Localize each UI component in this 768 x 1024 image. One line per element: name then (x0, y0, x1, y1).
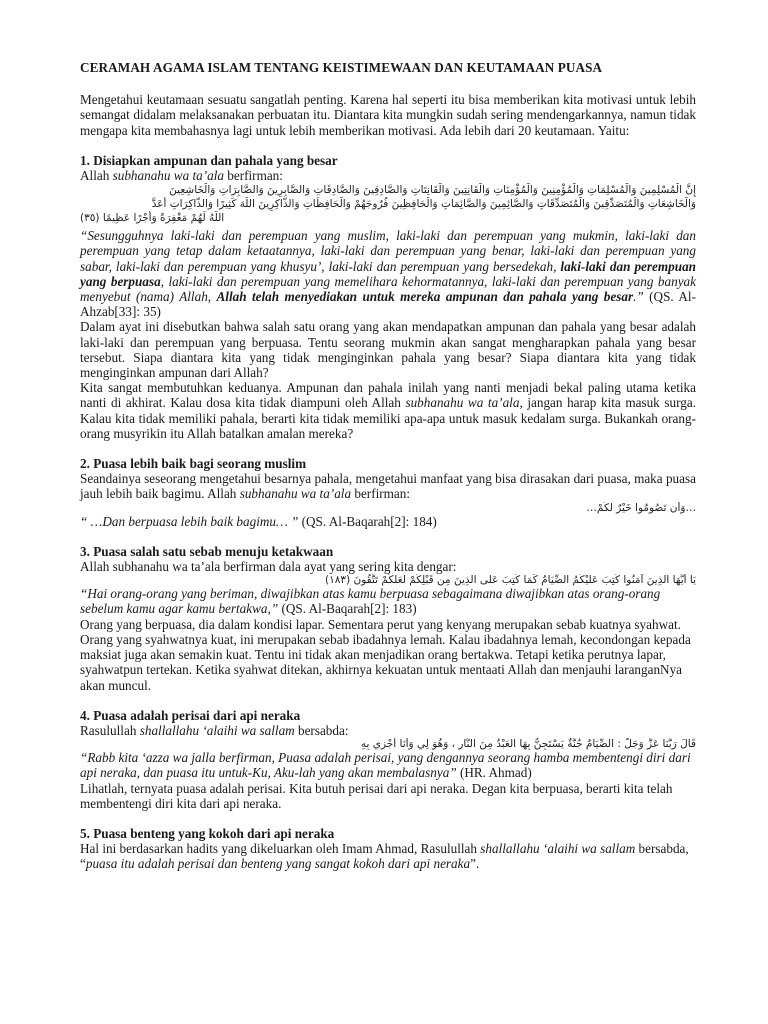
section-4-lead-end: bersabda: (294, 722, 349, 738)
section-2-translation (80, 514, 696, 529)
section-2-quote: “ …Dan berpuasa lebih baik bagimu… ” (80, 513, 299, 529)
section-4-heading: 4. Puasa adalah perisai dari api neraka (80, 707, 301, 723)
intro-paragraph: Mengetahui keutamaan sesuatu sangatlah penting. Karena hal seperti itu bisa memberikan kita motivasi untuk lebih semangat didalam melaksanakan perbuatan itu. Diantara kita mungkin sudah sering mendengarkannya, namun tidak mengapa kita membahasnya lagi untuk lebih memberikan motivasi. Ada lebih dari 20 keutamaan. Yaitu: (80, 92, 696, 138)
section-3-translation (80, 586, 696, 616)
section-2-p1-italic: subhanahu wa ta’ala (239, 486, 352, 502)
section-5-heading: 5. Puasa benteng yang kokoh dari api neraka (80, 825, 335, 841)
section-4-translation (80, 750, 696, 780)
section-1-paragraph-2 (80, 380, 696, 441)
section-2-p1-end: berfirman: (351, 486, 411, 502)
section-5-p1-mid: bersabda, “ (80, 841, 689, 872)
section-3-heading: 3. Puasa salah satu sebab menuju ketakwaan (80, 543, 334, 559)
section-4-quote: “Rabb kita ‘azza wa jalla berfirman, Puasa adalah perisai, yang dengannya seorang hamba membentengi diri dari api neraka, dan puasa itu untuk-Ku, Aku-lah yang akan membalasnya” (80, 750, 691, 781)
section-2-heading: 2. Puasa lebih baik bagi seorang muslim (80, 456, 307, 472)
section-1-quote-bold-2: Allah telah menyediakan untuk mereka ampunan dan pahala yang besar (216, 289, 634, 305)
section-4-arabic: قَالَ رَبُّنَا عَزَّ وَجَلَّ : الصِّيَامُ جُنَّةٌ يَسْتَجِنُّ بِهَا الْعَبْدُ مِنَ النَّارِ ، وَهُوَ لِي وَأَنَا أَجْزِي بِهِ (360, 738, 696, 751)
document-title: CERAMAH AGAMA ISLAM TENTANG KEISTIMEWAAN DAN KEUTAMAAN PUASA (80, 60, 603, 75)
section-1-arabic-line-1: إِنَّ الْمُسْلِمِينَ وَالْمُسْلِمَاتِ وَالْمُؤْمِنِينَ وَالْمُؤْمِنَاتِ وَالْقَانِتِينَ وَالْقَانِتَاتِ وَالصَّادِقِينَ وَالصَّادِقَاتِ وَالصَّابِرِينَ وَالصَّابِرَاتِ وَالْخَاشِعِينَ (169, 184, 696, 197)
section-5-p1-italic: shallallahu ‘alaihi wa sallam (480, 841, 636, 857)
section-1-p2-text: Kita sangat membutuhkan keduanya. Ampunan dan pahala inilah yang nanti menjadi bekal paling utama ketika nanti di akhirat. Kalau dosa kita tidak diampuni oleh Allah (80, 380, 696, 411)
section-1-translation (80, 228, 696, 319)
section-1-lead (80, 168, 696, 183)
section-1-quote-part-1: “Sesungguhnya laki-laki dan perempuan yang muslim, laki-laki dan perempuan yang mukmin, laki-laki dan perempuan yang tetap dalam ketaatannya, laki-laki dan perempuan yang benar, laki-laki dan perempuan yang sabar, laki-laki dan perempuan yang khusyu’, laki-laki dan perempuan yang bersedekah, (80, 228, 696, 274)
section-1-quote-part-2: , laki-laki dan perempuan yang memelihara kehormatannya, laki-laki dan perempuan yang banyak menyebut (nama) Allah, (80, 273, 697, 305)
section-5-paragraph (80, 841, 696, 871)
section-3-quote-reference: (QS. Al-Baqarah[2]: 183) (278, 601, 417, 617)
section-3-paragraph: Orang yang berpuasa, dia dalam kondisi lapar. Sementara perut yang kenyang merupakan sebab kuatnya syahwat. Orang yang syahwatnya kuat, ini merupakan sebab ibadahnya lemah. Kalau ibadahnya lemah, kecondongan kepada maksiat juga akan semakin kuat. Tentu ini tidak akan menjadikan orang bertakwa. Tetapi ketika perutnya lapar, syahwatpun tertekan. Ketika syahwat ditekan, akhirnya kekuatan untuk mentaati Allah dan menjauhi laranganNya akan muncul. (80, 616, 691, 693)
section-1-arabic-line-2: وَالْخَاشِعَاتِ وَالْمُتَصَدِّقِينَ وَالْمُتَصَدِّقَاتِ وَالصَّائِمِينَ وَالصَّائِمَاتِ وَالْحَافِظِينَ فُرُوجَهُمْ وَالْحَافِظَاتِ وَالذَّاكِرِينَ اللَّهَ كَثِيرًا وَالذَّاكِرَاتِ أَعَدَّ (151, 198, 696, 211)
section-1-arabic-line-3: اللَّهُ لَهُمْ مَغْفِرَةً وَأَجْرًا عَظِيمًا (٣٥) (80, 212, 225, 225)
section-5-p1-text: Hal ini berdasarkan hadits yang dikeluarkan oleh Imam Ahmad, Rasulullah (80, 841, 481, 857)
section-2-p1-text: Seandainya seseorang mengetahui besarnya pahala, mengetahui manfaat yang bisa dirasakan dari puasa, maka puasa jauh lebih baik bagimu. Allah (80, 471, 696, 502)
section-2-quote-reference: (QS. Al-Baqarah[2]: 184) (298, 513, 437, 529)
section-1-paragraph-1: Dalam ayat ini disebutkan bahwa salah satu orang yang akan mendapatkan ampunan dan pahala yang besar adalah laki-laki dan perempuan yang berpuasa. Tentu seorang mukmin akan sangat mengharapkan pahala yang besar tersebut. Siapa diantara kita yang tidak menginginkan pahala yang besar? Siapa diantara kita yang tidak menginginkan ampunan dari Allah? (80, 319, 696, 381)
section-1-lead-text: Allah (80, 168, 113, 184)
section-1-quote-bold-1: laki-laki dan perempuan yang berpuasa (80, 258, 696, 289)
section-4-paragraph: Lihatlah, ternyata puasa adalah perisai. Kita butuh perisai dari api neraka. Degan kita berpuasa, berarti kita telah membentengi diri kita dari api neraka. (80, 780, 673, 811)
section-5-p1-end: ”. (470, 856, 480, 872)
section-2-arabic: …وَأَن تَصُومُوا خَيْرٌ لَّكُمْ… (586, 501, 696, 514)
section-1-p2-end: , jangan harap kita masuk surga. Kalau kita tidak memiliki pahala, berarti kita tidak memiliki apa-apa untuk masuk kedalam surga. Bukankah orang-orang musyrikin itu Allah batalkan amalan mereka? (80, 395, 697, 441)
section-4-lead-italic: shallallahu ‘alaihi wa sallam (139, 722, 295, 738)
section-1-lead-end: berfirman: (223, 168, 283, 184)
section-5-p1-quote: puasa itu adalah perisai dan benteng yang sangat kokoh dari api neraka (85, 856, 471, 872)
section-1-lead-italic: subhanahu wa ta’ala (112, 168, 224, 184)
section-4-lead-text: Rasulullah (80, 722, 140, 738)
section-4-lead (80, 723, 696, 738)
section-3-lead: Allah subhanahu wa ta’ala berfirman dala ayat yang sering kita dengar: (80, 559, 457, 575)
section-1-p2-italic: subhanahu wa ta’ala (405, 395, 520, 411)
section-1-heading: 1. Disiapkan ampunan dan pahala yang besar (80, 152, 338, 168)
document-page (80, 60, 696, 872)
section-1-quote-reference: (QS. Al-Ahzab[33]: 35) (80, 289, 696, 320)
section-1-quote-part-3: .” (633, 289, 644, 305)
section-4-quote-reference: (HR. Ahmad) (456, 765, 532, 781)
section-3-quote: “Hai orang-orang yang beriman, diwajibkan atas kamu berpuasa sebagaimana diwajibkan atas orang-orang sebelum kamu agar kamu bertakwa,” (80, 586, 661, 617)
section-3-arabic: يَا أَيُّهَا الَّذِينَ آمَنُوا كُتِبَ عَلَيْكُمُ الصِّيَامُ كَمَا كُتِبَ عَلَى الَّذِينَ مِن قَبْلِكُمْ لَعَلَّكُمْ تَتَّقُونَ (١٨٣) (325, 574, 696, 587)
section-2-paragraph (80, 471, 696, 501)
